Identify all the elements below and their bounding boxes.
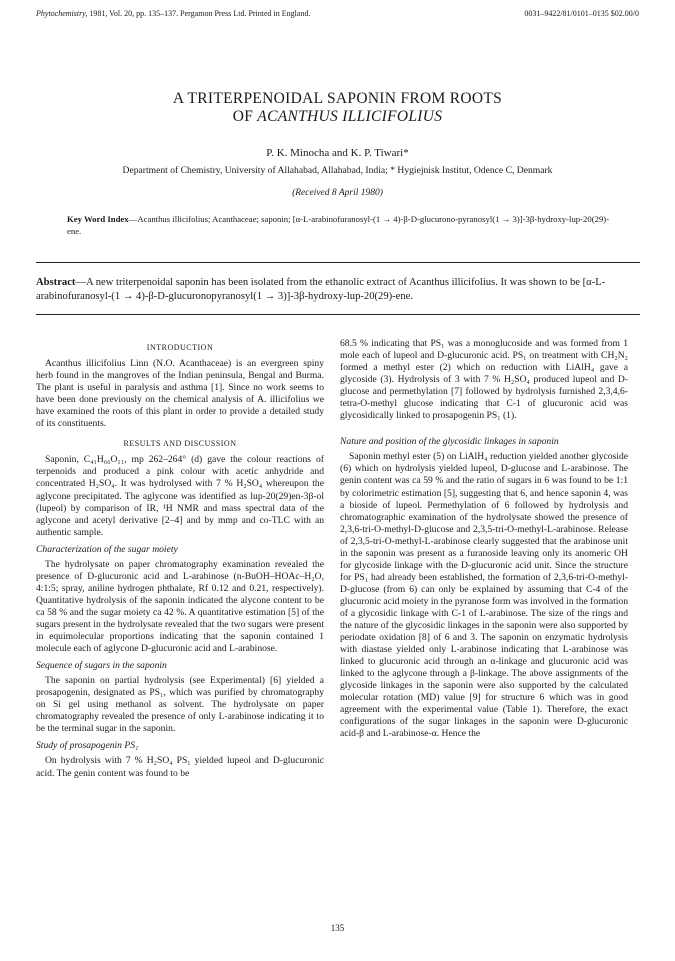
key-word-index (67, 213, 622, 237)
prosapogenin-heading: Study of prosapogenin PS₁ (36, 740, 139, 752)
running-head (36, 9, 639, 19)
key-word-label: Key Word Index (67, 214, 129, 224)
sugar-moiety-heading: Characterization of the sugar moiety (36, 543, 178, 555)
key-word-text: —Acanthus illicifolius; Acanthaceae; saponin; [α-L-arabinofuranosyl-(1 → 4)-β-D-glucurono-pyranosyl(1 → 3)]-3β-hydroxy-lup-20(29)-ene. (67, 214, 610, 236)
page-number: 135 (330, 923, 345, 933)
divider-top (36, 262, 640, 263)
abstract-label: Abstract (36, 277, 76, 288)
paper-title (0, 90, 675, 126)
authors: P. K. Minocha and K. P. Tiwari* (266, 147, 409, 159)
received-date: (Received 8 April 1980) (292, 188, 383, 198)
abstract (36, 276, 640, 304)
continued-paragraph: 68.5 % indicating that PS₁ was a monoglucoside and was formed from 1 mole each of lupeol and D-glucuronic acid. PS₁ on treatment with CH₂N₂ formed a methyl ester (2) which on reduction with LiAlH₄ gave a glycoside (3). Hydrolysis of 3 with 7 % H₂SO₄ produced lupeol and D-glucose and permethylation [7] followed by hydrolysis furnished 2,3,4,6-tetra-O-methyl glucose indicating that C-1 of glucuronic acid was glycosidically linked to prosapogenin PS₁ (1). (340, 338, 628, 422)
results-paragraph: Saponin, C₄₁H₆₆O₁₁, mp 262–264° (d) gave the colour reactions of terpenoids and produced a pink colour with acetic anhydride and concentrated H₂SO₄. It was hydrolysed with 7 % H₂SO₄ whereupon the aglycone precipitated. The aglycone was identified as lup-20(29)en-3β-ol (lupeol) by comparison of IR, ¹H NMR and mass spectral data of the aglycone and acetyl derivative [2–4] and by mmp and co-TLC with an authentic sample. (36, 454, 324, 538)
right-column (340, 338, 628, 741)
sugar-sequence-paragraph: The saponin on partial hydrolysis (see Experimental) [6] yielded a prosapogenin, designated as PS₁, which was purified by chromatography on Si gel using methanol as solvent. The hydrolysate on paper chromatography revealed the presence of only L-arabinose indicating it to be the terminal sugar in the saponin. (36, 675, 324, 735)
results-heading: RESULTS AND DISCUSSION (123, 439, 237, 449)
introduction-heading: INTRODUCTION (146, 343, 214, 352)
glycosidic-linkages-paragraph: Saponin methyl ester (5) on LiAlH₄ reduction yielded another glycoside (6) which on hydrolysis yielded lupeol, D-glucose and L-arabinose. The genin content was ca 59 % and the ratio of sugars in 6 was found to be 1:1 by colorimetric estimation [5], suggesting that 6, and hence saponin 4, was a bioside of lupeol. Permethylation of 6 followed by hydrolysis and chromatographic examination of the hydrolysate showed the presence of 2,3,6-tri-O-methyl-D-glucose and 2,3,5-tri-O-methyl-L-arabinose. Release of 2,3,5-tri-O-methyl-L-arabinose clearly suggested that the arabinose unit in the saponin was present as a furanoside leaving only its anomeric OH for glycoside linkage with the D-glucuronic acid unit. Since the structure for PS₁ had already been established, the formation of 2,3,6-tri-O-methyl-D-glucose (from 6) can only be explained by assuming that C-4 of the glucuronic acid moiety in the pyranose form was involved in the formation of a glycosidic linkage with C-1 of L-arabinose. The size of the rings and the nature of the glycosidic linkages in the saponin were also supported by periodate oxidation [8] of 6 and 3. The saponin on enzymatic hydrolysis with diastase yielded only L-arabinose indicating that L-arabinose was linked to glucuronic acid through an α-linkage and glucuronic acid was linked to the aglycone through a β-linkage. The above assignments of the glycoside linkages in the saponin were also supported by the calculated molecular rotation (MD) value [9] for structure 6 which was in good agreement with the experimental value (Table 1). Therefore, the exact configurations of the sugar linkages in the saponin were D-glucuronic acid-β and L-arabinose-α. Hence the (340, 451, 629, 740)
abstract-text: —A new triterpenoidal saponin has been isolated from the ethanolic extract of Acanthus illicifolius. It was shown to be [α-L-arabinofuranosyl-(1 → 4)-β-D-glucuronopyranosyl(1 → 3)]-3β-hydroxy-lup-20(29)-ene. (36, 277, 606, 302)
title-species: ACANTHUS ILLICIFOLIUS (257, 108, 443, 125)
title-line-1: A TRITERPENOIDAL SAPONIN FROM ROOTS (172, 90, 503, 107)
glycosidic-linkages-heading: Nature and position of the glycosidic linkages in saponin (340, 436, 559, 448)
sugar-moiety-paragraph: The hydrolysate on paper chromatography examination revealed the presence of D-glucuronic acid and L-arabinose (n-BuOH–HOAc–H₂O, 4:1:5; spray, aniline hydrogen phthalate, Rf 0.12 and 0.21, respectively). Quantitative hydrolysis of the saponin indicated the alycone content to be ca 58 % and the sugar moiety ca 42 %. A quantitative estimation [5] of the sugars present in the hydrolysate revealed that the two sugars were present in equimolecular proportions indicating that the saponin contained 1 molecule each of aglycone D-glucuronic acid and L-arabinose. (36, 558, 324, 655)
divider-bottom (36, 314, 640, 315)
citation-details: 1981, Vol. 20, pp. 135–137. Pergamon Press Ltd. Printed in England. (87, 9, 311, 18)
article-code: 0031–9422/81/0101–0135 $02.00/0 (524, 9, 639, 18)
prosapogenin-paragraph: On hydrolysis with 7 % H₂SO₄ PS₁ yielded lupeol and D-glucuronic acid. The genin content was found to be (36, 755, 324, 779)
title-prefix: OF (232, 108, 258, 125)
journal-name: Phytochemistry, (36, 9, 88, 18)
sugar-sequence-heading: Sequence of sugars in the saponin (36, 660, 167, 672)
title-line-2 (0, 108, 675, 126)
introduction-paragraph: Acanthus illicifolius Linn (N.O. Acanthaceae) is an evergreen spiny herb found in the mangroves of the Indian peninsula, Bengal and Burma. The plant is useful in paralysis and asthma [1]. Since no work seems to have been done previously on the chemical analysis of A. illicifolius we have examined the roots of this plant in order to provide a detailed study of its constituents. (36, 358, 324, 430)
left-column (36, 338, 324, 780)
affiliation: Department of Chemistry, University of Allahabad, Allahabad, India; * Hygiejnisk Institut, Odence C, Denmark (122, 165, 553, 176)
journal-citation (36, 9, 310, 18)
